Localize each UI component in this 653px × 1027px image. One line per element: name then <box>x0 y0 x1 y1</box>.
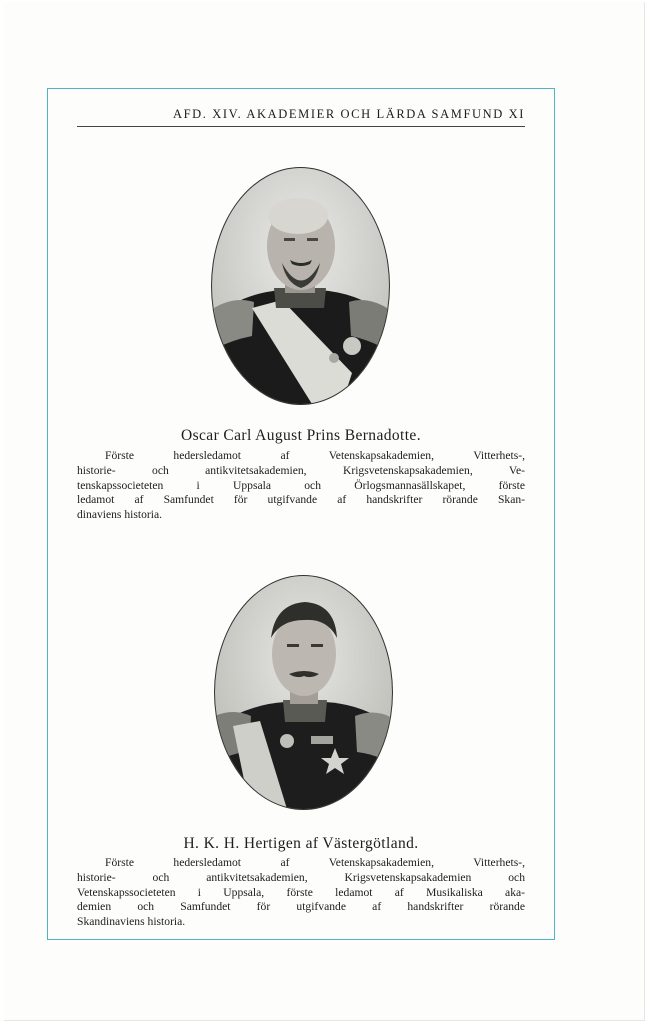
entry-bio <box>77 856 525 930</box>
bio-line: demien och Samfundet för utgifvande af handskrifter rörande <box>77 900 525 914</box>
bio-line: ledamot af Samfundet för utgifvande af handskrifter rörande Skan- <box>77 493 525 507</box>
bio-line: Skandinaviens historia. <box>77 915 186 929</box>
bio-line: tenskapssocieteten i Uppsala och Örlogsmannasällskapet, förste <box>77 478 525 492</box>
portrait-hertigen-vastergotland <box>215 576 392 809</box>
bio-line: historie- och antikvitetsakademien, Krigsvetenskapsakademien och <box>77 870 525 884</box>
header-rule <box>77 126 525 127</box>
bio-line: Förste hedersledamot af Vetenskapsakademien, Vitterhets-, <box>105 449 525 462</box>
running-header: AFD. XIV. AKADEMIER OCH LÄRDA SAMFUND XI <box>173 107 525 121</box>
bio-line: dinaviens historia. <box>77 508 163 522</box>
bio-line: Vetenskapssocieteten i Uppsala, förste ledamot af Musikaliska aka- <box>77 885 525 899</box>
entry-bio <box>77 449 525 523</box>
entry-name: H. K. H. Hertigen af Västergötland. <box>183 835 419 852</box>
bio-line: Förste hedersledamot af Vetenskapsakademien, Vitterhets-, <box>105 856 525 869</box>
entry-name: Oscar Carl August Prins Bernadotte. <box>180 427 421 444</box>
bio-line: historie- och antikvitetsakademien, Krigsvetenskapsakademien, Ve- <box>77 463 525 477</box>
portrait-oscar-bernadotte <box>212 168 389 404</box>
